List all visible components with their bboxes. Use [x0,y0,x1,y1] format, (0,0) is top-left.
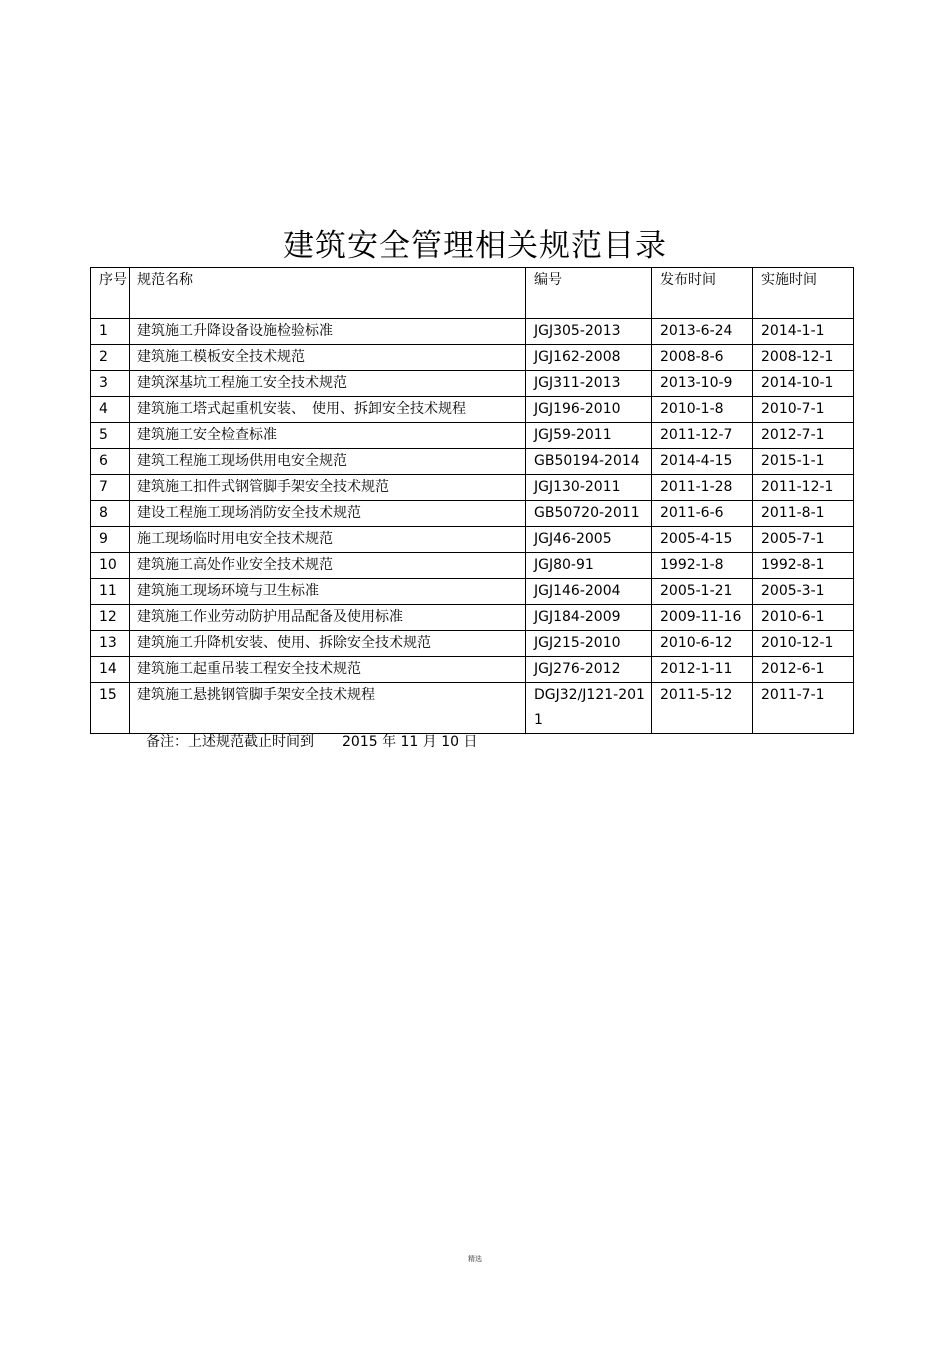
cell-effective: 2011-8-1 [753,501,854,527]
cell-code: DGJ32/J121-2011 [526,683,652,734]
cell-seq: 12 [91,605,130,631]
cell-name: 建筑施工模板安全技术规范 [130,345,526,371]
cell-effective: 2005-3-1 [753,579,854,605]
cell-published: 2014-4-15 [652,449,753,475]
cell-name: 建筑施工作业劳动防护用品配备及使用标准 [130,605,526,631]
header-name: 规范名称 [130,268,526,319]
cell-code: JGJ146-2004 [526,579,652,605]
cell-seq: 10 [91,553,130,579]
table-body [91,268,854,734]
cell-code: JGJ311-2013 [526,371,652,397]
cell-seq: 6 [91,449,130,475]
table-row [91,501,854,527]
cell-name: 建筑深基坑工程施工安全技术规范 [130,371,526,397]
cell-published: 2010-6-12 [652,631,753,657]
cell-seq: 15 [91,683,130,734]
table-row [91,371,854,397]
cell-effective: 2015-1-1 [753,449,854,475]
cell-effective: 2011-7-1 [753,683,854,734]
table-row [91,475,854,501]
cell-code: JGJ80-91 [526,553,652,579]
cell-published: 2008-8-6 [652,345,753,371]
table-row [91,631,854,657]
table-row [91,449,854,475]
cell-seq: 9 [91,527,130,553]
cell-effective: 2010-12-1 [753,631,854,657]
cell-seq: 8 [91,501,130,527]
cell-code: GB50720-2011 [526,501,652,527]
cell-code: JGJ305-2013 [526,319,652,345]
cell-published: 2011-1-28 [652,475,753,501]
cell-published: 2012-1-11 [652,657,753,683]
cell-seq: 5 [91,423,130,449]
table-row [91,345,854,371]
standards-table [90,267,854,734]
cell-name: 建筑工程施工现场供用电安全规范 [130,449,526,475]
cell-effective: 2012-6-1 [753,657,854,683]
cell-published: 2011-12-7 [652,423,753,449]
cell-name: 建筑施工升降设备设施检验标准 [130,319,526,345]
cell-effective: 2014-10-1 [753,371,854,397]
cell-code: JGJ59-2011 [526,423,652,449]
table-row [91,527,854,553]
cell-seq: 1 [91,319,130,345]
cell-published: 2010-1-8 [652,397,753,423]
table-row [91,319,854,345]
header-code: 编号 [526,268,652,319]
cell-effective: 2012-7-1 [753,423,854,449]
cell-published: 2013-6-24 [652,319,753,345]
cell-seq: 4 [91,397,130,423]
cell-code: GB50194-2014 [526,449,652,475]
cell-published: 1992-1-8 [652,553,753,579]
table-header-row [91,268,854,319]
cell-name: 建筑施工现场环境与卫生标准 [130,579,526,605]
table-row [91,423,854,449]
cell-seq: 14 [91,657,130,683]
cell-name: 建筑施工起重吊装工程安全技术规范 [130,657,526,683]
header-published: 发布时间 [652,268,753,319]
cell-name: 建筑施工安全检查标准 [130,423,526,449]
cell-code: JGJ162-2008 [526,345,652,371]
cell-name: 建筑施工塔式起重机安装、 使用、拆卸安全技术规程 [130,397,526,423]
cell-published: 2005-4-15 [652,527,753,553]
cell-effective: 2010-6-1 [753,605,854,631]
cell-code: JGJ196-2010 [526,397,652,423]
remark-note: 备注：上述规范截止时间到 2015 年 11 月 10 日 [146,734,478,750]
cell-code: JGJ184-2009 [526,605,652,631]
cell-effective: 2011-12-1 [753,475,854,501]
header-seq: 序号 [91,268,130,319]
cell-code: JGJ276-2012 [526,657,652,683]
cell-seq: 13 [91,631,130,657]
cell-seq: 3 [91,371,130,397]
cell-name: 建筑施工扣件式钢管脚手架安全技术规范 [130,475,526,501]
cell-seq: 2 [91,345,130,371]
cell-code: JGJ46-2005 [526,527,652,553]
table-row [91,683,854,734]
cell-name: 建筑施工悬挑钢管脚手架安全技术规程 [130,683,526,734]
cell-name: 建设工程施工现场消防安全技术规范 [130,501,526,527]
cell-published: 2011-6-6 [652,501,753,527]
page-footer: 精选 [468,1255,482,1263]
cell-name: 建筑施工高处作业安全技术规范 [130,553,526,579]
cell-seq: 11 [91,579,130,605]
cell-seq: 7 [91,475,130,501]
cell-code: JGJ215-2010 [526,631,652,657]
cell-effective: 2005-7-1 [753,527,854,553]
cell-published: 2013-10-9 [652,371,753,397]
table-row [91,657,854,683]
table-row [91,553,854,579]
cell-effective: 2008-12-1 [753,345,854,371]
cell-effective: 2014-1-1 [753,319,854,345]
cell-name: 建筑施工升降机安装、使用、拆除安全技术规范 [130,631,526,657]
cell-published: 2005-1-21 [652,579,753,605]
cell-effective: 2010-7-1 [753,397,854,423]
table-row [91,397,854,423]
table-row [91,605,854,631]
cell-code: JGJ130-2011 [526,475,652,501]
table-row [91,579,854,605]
cell-published: 2011-5-12 [652,683,753,734]
header-effective: 实施时间 [753,268,854,319]
document-title: 建筑安全管理相关规范目录 [283,228,667,264]
cell-effective: 1992-8-1 [753,553,854,579]
cell-published: 2009-11-16 [652,605,753,631]
cell-name: 施工现场临时用电安全技术规范 [130,527,526,553]
